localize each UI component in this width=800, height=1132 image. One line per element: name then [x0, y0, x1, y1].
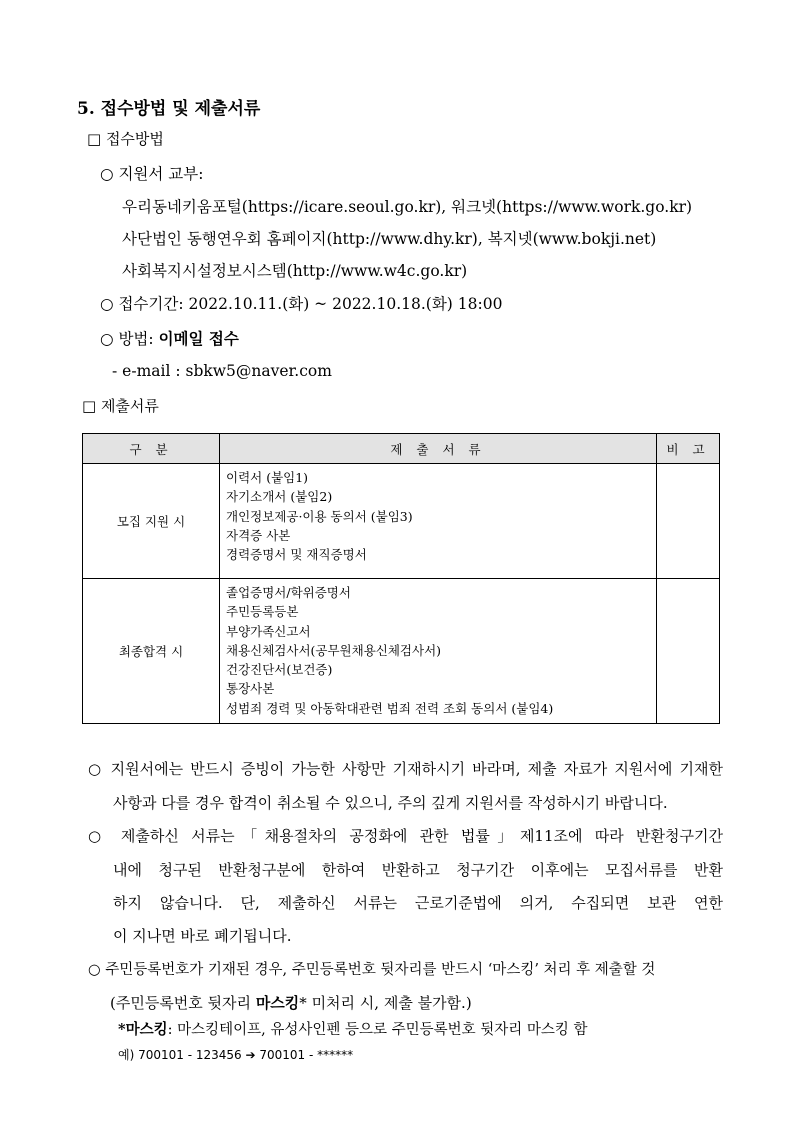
row-note [657, 579, 720, 724]
method-heading: □ 접수방법 [87, 130, 164, 148]
masking-definition-term: *마스킹 [118, 1021, 168, 1038]
docs-heading: □ 제출서류 [82, 397, 159, 415]
table-row [83, 464, 720, 579]
header-note: 비 고 [657, 434, 720, 464]
apply-line-1: 우리동네키움포털(https://icare.seoul.go.kr), 워크넷(https://www.work.go.kr) [122, 198, 693, 216]
note-2-line-3: 하지 않습니다. 단, 제출하신 서류는 근로기준법에 의거, 수집되면 보관 연한 [113, 894, 723, 912]
note-3-line-3 [118, 1013, 588, 1047]
period-value: 2022.10.11.(화) ~ 2022.10.18.(화) 18:00 [188, 295, 503, 313]
doc-item: 성범죄 경력 및 아동학대관련 범죄 전력 조회 동의서 (붙임4) [226, 700, 554, 716]
row-note [657, 464, 720, 579]
doc-item: 자격증 사본 [226, 527, 291, 543]
masking-term: 마스킹 [255, 994, 300, 1012]
note-3-line-2-a: (주민등록번호 뒷자리 [110, 994, 256, 1012]
header-documents: 제 출 서 류 [220, 434, 657, 464]
note-3-line-1: ○ 주민등록번호가 기재된 경우, 주민등록번호 뒷자리를 반드시 ‘마스킹’ 처리 후 제출할 것 [88, 962, 656, 978]
doc-item: 경력증명서 및 재직증명서 [226, 547, 367, 563]
doc-item: 부양가족신고서 [226, 623, 311, 639]
masking-example: 예) 700101 - 123456 ➔ 700101 - ****** [118, 1048, 354, 1062]
way-row [100, 327, 239, 349]
note-3-line-2-c: * 미처리 시, 제출 불가함.) [299, 994, 472, 1012]
section-title: 5. 접수방법 및 제출서류 [77, 99, 261, 119]
row-category: 최종합격 시 [83, 579, 220, 724]
header-category: 구 분 [83, 434, 220, 464]
apply-line-2: 사단법인 동행연우회 홈페이지(http://www.dhy.kr), 복지넷(www.bokji.net) [122, 230, 657, 248]
doc-item: 졸업증명서/학위증명서 [226, 585, 351, 600]
note-1-line-1: ○ 지원서에는 반드시 증빙이 가능한 사항만 기재하시기 바라며, 제출 자료가 지원서에 기재한 [88, 760, 723, 778]
email-line: - e-mail : sbkw5@naver.com [112, 362, 332, 380]
table-header-row [83, 434, 720, 464]
period-label: ○ 접수기간: [100, 295, 184, 313]
note-2-line-1: ○ 제출하신 서류는「채용절차의 공정화에 관한 법률」제11조에 따라 반환청구기간 [88, 827, 723, 845]
note-2-line-2: 내에 청구된 반환청구분에 한하여 반환하고 청구기간 이후에는 모집서류를 반환 [113, 861, 723, 879]
doc-item: 건강진단서(보건증) [226, 662, 333, 678]
masking-definition: : 마스킹테이프, 유성사인펜 등으로 주민등록번호 뒷자리 마스킹 함 [167, 1022, 588, 1038]
period-row [100, 292, 502, 314]
doc-item: 주민등록등본 [226, 604, 299, 620]
note-2-line-4: 이 지나면 바로 폐기됩니다. [113, 927, 292, 945]
row-items [220, 579, 657, 724]
doc-item: 통장사본 [226, 681, 275, 697]
way-value: 이메일 접수 [158, 329, 239, 348]
doc-item: 이력서 (붙임1) [226, 470, 309, 485]
way-label: ○ 방법: [100, 330, 154, 348]
row-category: 모집 지원 시 [83, 464, 220, 579]
documents-table [82, 433, 720, 724]
row-items [220, 464, 657, 579]
apply-label: ○ 지원서 교부: [100, 165, 204, 183]
apply-line-3: 사회복지시설정보시스템(http://www.w4c.go.kr) [122, 262, 468, 280]
doc-item: 개인정보제공·이용 동의서 (붙임3) [226, 508, 413, 524]
doc-item: 자기소개서 (붙임2) [226, 489, 333, 505]
note-1-line-2: 사항과 다를 경우 합격이 취소될 수 있으니, 주의 깊게 지원서를 작성하시기 바랍니다. [113, 794, 668, 812]
table-row [83, 579, 720, 724]
doc-item: 채용신체검사서(공무원채용신체검사서) [226, 642, 442, 658]
